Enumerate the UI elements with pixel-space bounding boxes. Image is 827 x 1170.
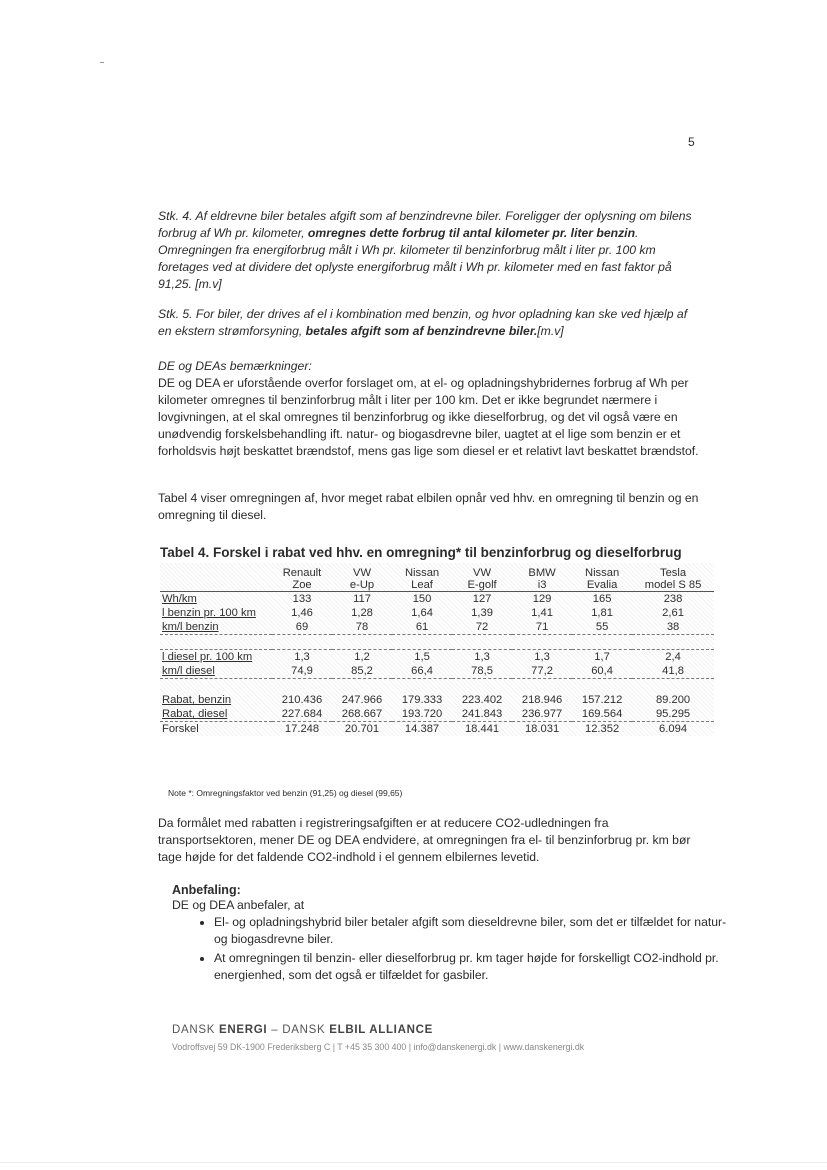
row-label: Rabat, diesel bbox=[162, 708, 228, 720]
table-row bbox=[160, 592, 714, 607]
table-row bbox=[160, 693, 714, 707]
table-cell: 17.248 bbox=[284, 723, 320, 735]
table-row bbox=[160, 722, 714, 737]
table-cell: 210.436 bbox=[281, 694, 323, 706]
stk4-text-a: Stk. 4. Af eldrevne biler betales afgift som af benzindrevne biler. Foreligger der oplysning om bilens forbrug af Wh pr. kilometer, bbox=[158, 209, 692, 240]
table-cell: 179.333 bbox=[401, 694, 443, 706]
table-cell: 2,4 bbox=[665, 651, 681, 663]
table-cell: 20.701 bbox=[344, 723, 380, 735]
recommendation-list bbox=[190, 914, 739, 986]
table-cell: 169.564 bbox=[581, 708, 623, 720]
table-cell: 1,64 bbox=[411, 607, 433, 619]
table-cell: 12.352 bbox=[584, 723, 620, 735]
table-cell: 2,61 bbox=[662, 607, 684, 619]
paragraph-formaal: Da formålet med rabatten i registreringsafgiften er at reducere CO2-udledningen fra transportsektoren, mener DE og DEA endvidere, at omregningen fra el- til benzinforbrug pr. km bør tage højde for det faldende CO2-indhold i el gennem elbilernes levetid. bbox=[158, 816, 691, 864]
column-header: Tesla model S 85 bbox=[644, 567, 702, 591]
footer-org-part: – DANSK bbox=[267, 1024, 330, 1036]
table-cell: 117 bbox=[353, 593, 371, 605]
table-cell: 60,4 bbox=[591, 665, 613, 677]
table-row bbox=[160, 620, 714, 635]
row-label: l benzin pr. 100 km bbox=[162, 607, 256, 619]
table-cell: 236.977 bbox=[521, 708, 563, 720]
row-label: km/l diesel bbox=[162, 665, 215, 677]
table-cell: 133 bbox=[292, 593, 312, 605]
table-row bbox=[160, 650, 714, 665]
table-cell: 78,5 bbox=[471, 665, 493, 677]
de-remarks-heading: DE og DEAs bemærkninger: bbox=[158, 359, 312, 373]
table-cell: 77,2 bbox=[531, 665, 553, 677]
list-item: • El- og opladningshybrid biler betaler afgift som dieseldrevne biler, som det er tilfældet for natur- og biogasdrevne biler. bbox=[214, 914, 739, 948]
stk4-text-b: . Omregningen fra energiforbrug målt i Wh pr. kilometer til benzinforbrug målt i liter pr. 100 km foretages ved at dividere det oplyste energiforbrug målt i Wh pr. kilometer med en fast faktor på 91,25. [m.v] bbox=[158, 226, 672, 291]
table-row bbox=[160, 664, 714, 679]
footer-organisation bbox=[172, 1024, 433, 1036]
table-cell: 1,3 bbox=[474, 651, 490, 663]
stk5-text-a: Stk. 5. For biler, der drives af el i kombination med benzin, og hvor opladning kan ske ved hjælp af en ekstern strømforsyning, bbox=[158, 307, 688, 338]
table-cell: 38 bbox=[666, 621, 680, 633]
table-cell: 55 bbox=[595, 621, 609, 633]
table-cell: 14.387 bbox=[404, 723, 440, 735]
stk4-bold-text: omregnes dette forbrug til antal kilometer pr. liter benzin bbox=[307, 226, 636, 240]
footer-org-part: DANSK bbox=[172, 1024, 220, 1036]
table-cell: 69 bbox=[295, 621, 309, 633]
table-cell: 241.843 bbox=[461, 708, 503, 720]
table-cell: 89.200 bbox=[655, 694, 691, 706]
rebate-table bbox=[160, 563, 714, 736]
table-cell: 6.094 bbox=[659, 723, 688, 735]
table-cell: 129 bbox=[532, 593, 552, 605]
table-cell: 72 bbox=[475, 621, 489, 633]
table-cell: 41,8 bbox=[662, 665, 684, 677]
table-cell: 18.031 bbox=[524, 723, 560, 735]
table-cell: 1,3 bbox=[294, 651, 310, 663]
stk5-bold-text: betales afgift som af benzindrevne biler. bbox=[305, 324, 538, 338]
table-cell: 1,41 bbox=[531, 607, 553, 619]
table-cell: 1,39 bbox=[471, 607, 493, 619]
table-cell: 71 bbox=[535, 621, 549, 633]
list-item: • At omregningen til benzin- eller dieselforbrug pr. km tager højde for forskelligt CO2-indhold pr. energienhed, som det også er tilfældet for gasbiler. bbox=[214, 950, 739, 984]
table-cell: 1,3 bbox=[534, 651, 550, 663]
table-title: Tabel 4. Forskel i rabat ved hhv. en omregning* til benzinforbrug og dieselforbrug bbox=[160, 545, 682, 560]
footer-org-part: ELBIL ALLIANCE bbox=[329, 1024, 433, 1036]
column-header: VW e-Up bbox=[349, 567, 375, 591]
footer-org-part: ENERGI bbox=[219, 1024, 268, 1036]
scan-mark bbox=[100, 62, 104, 63]
table-cell: 18.441 bbox=[464, 723, 500, 735]
table-cell: 157.212 bbox=[581, 694, 623, 706]
recommendation-heading: Anbefaling: bbox=[172, 883, 241, 897]
table-cell: 78 bbox=[355, 621, 369, 633]
table-note: Note *: Omregningsfaktor ved benzin (91,25) og diesel (99,65) bbox=[168, 788, 403, 798]
table-cell: 150 bbox=[412, 593, 432, 605]
table-cell: 193.720 bbox=[401, 708, 443, 720]
table-cell: 95.295 bbox=[655, 708, 691, 720]
table-corner-cell bbox=[160, 563, 272, 592]
row-label: Wh/km bbox=[162, 593, 197, 605]
row-label: Forskel bbox=[162, 723, 199, 735]
row-label: l diesel pr. 100 km bbox=[162, 651, 253, 663]
table-cell: 268.667 bbox=[341, 708, 383, 720]
table-cell: 1,46 bbox=[291, 607, 313, 619]
paragraph-stk5 bbox=[158, 306, 699, 340]
table-cell: 74,9 bbox=[291, 665, 313, 677]
table-spacer-row bbox=[160, 679, 714, 694]
table-cell: 61 bbox=[415, 621, 429, 633]
scan-edge-line bbox=[0, 1162, 827, 1163]
stk5-text-b: [m.v] bbox=[537, 324, 564, 338]
row-label: Rabat, benzin bbox=[162, 694, 232, 706]
table-row bbox=[160, 707, 714, 722]
column-header: BMW i3 bbox=[528, 567, 556, 591]
table-cell: 1,5 bbox=[414, 651, 430, 663]
column-header: VW E-golf bbox=[467, 567, 497, 591]
table-cell: 223.402 bbox=[461, 694, 503, 706]
paragraph-stk4 bbox=[158, 208, 699, 293]
table-row bbox=[160, 606, 714, 620]
table-cell: 1,7 bbox=[594, 651, 610, 663]
de-remarks-body: DE og DEA er uforstående overfor forslaget om, at el- og opladningshybridernes forbrug af Wh per kilometer omregnes til benzinforbrug målt i liter per 100 km. Det er ikke begrundet nærmere i lovgivningen, at el skal omregnes til benzinforbrug og ikke dieselforbrug, og det vil også være en unødvendig forskelsbehandling ift. natur- og biogasdrevne biler, uagtet at el lige som benzin er et forholdsvis højt beskattet brændstof, mens gas lige som diesel er et relativt lavt beskattet brændstof. bbox=[158, 376, 699, 458]
column-header: Renault Zoe bbox=[282, 567, 322, 591]
table-cell: 1,28 bbox=[351, 607, 373, 619]
column-header: Nissan Evalia bbox=[584, 567, 620, 591]
table-cell: 127 bbox=[472, 593, 492, 605]
table-cell: 247.966 bbox=[341, 694, 383, 706]
table-header-row bbox=[160, 563, 714, 592]
table-cell: 227.684 bbox=[281, 708, 323, 720]
table-cell: 218.946 bbox=[521, 694, 563, 706]
table-cell: 85,2 bbox=[351, 665, 373, 677]
column-header: Nissan Leaf bbox=[404, 567, 440, 591]
recommendation-intro: DE og DEA anbefaler, at bbox=[172, 898, 305, 912]
row-label: km/l benzin bbox=[162, 621, 219, 633]
table-cell: 165 bbox=[592, 593, 612, 605]
table-spacer-row bbox=[160, 635, 714, 650]
footer-address: Vodroffsvej 59 DK-1900 Frederiksberg C | T +45 35 300 400 | info@danskenergi.dk | www.danskenergi.dk bbox=[172, 1042, 585, 1052]
table-cell: 66,4 bbox=[411, 665, 433, 677]
tabel4-intro: Tabel 4 viser omregningen af, hvor meget rabat elbilen opnår ved hhv. en omregning til benzin og en omregning til diesel. bbox=[158, 491, 699, 522]
table-cell: 1,81 bbox=[591, 607, 613, 619]
table-cell: 238 bbox=[663, 593, 683, 605]
table-cell: 1,2 bbox=[354, 651, 370, 663]
page-number: 5 bbox=[688, 135, 695, 149]
